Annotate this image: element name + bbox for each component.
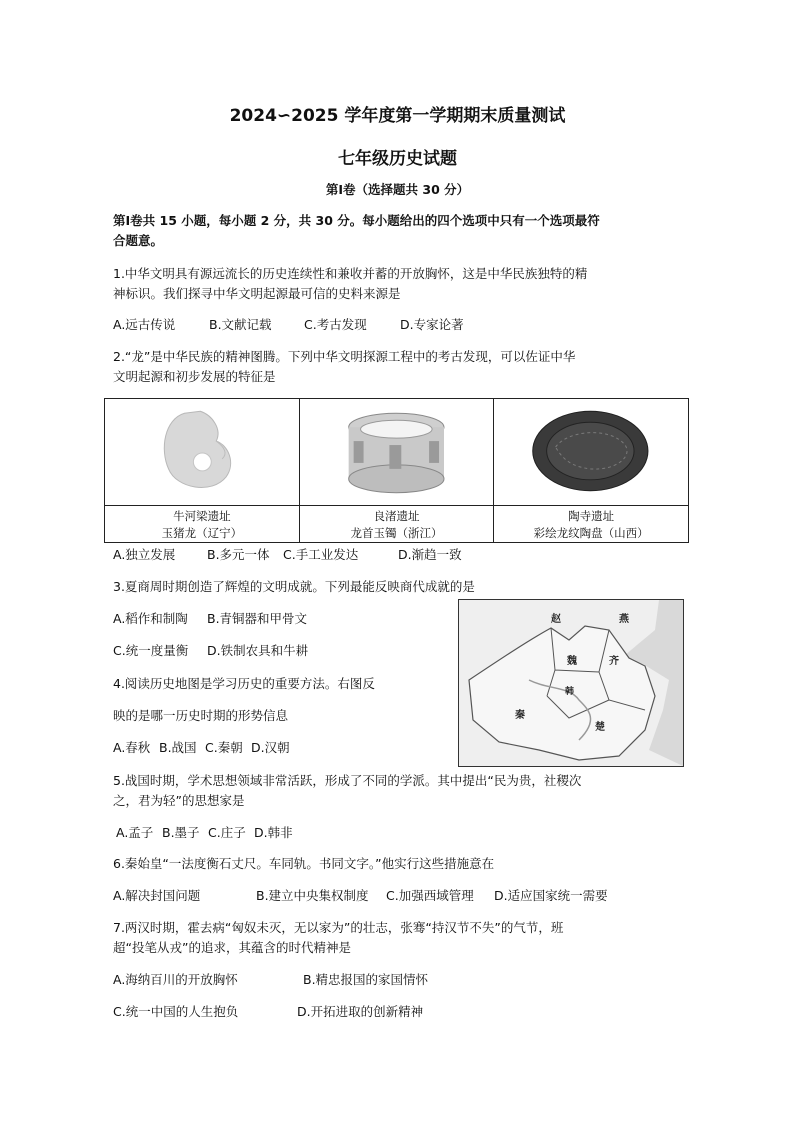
section-title: 第Ⅰ卷（选择题共 30 分） — [325, 182, 470, 197]
q6-option-d[interactable]: D.适应国家统一需要 — [494, 888, 608, 903]
instructions-line-2: 合题意。 — [113, 233, 164, 248]
q6-option-c[interactable]: C.加强西域管理 — [386, 888, 474, 903]
q4-stem-line-2: 映的是哪一历史时期的形势信息 — [113, 708, 289, 723]
artifact-cell-jade-pig-dragon — [105, 399, 300, 543]
q4-options — [113, 737, 443, 758]
q7-option-d[interactable]: D.开拓进取的创新精神 — [297, 1004, 424, 1019]
q2-option-b[interactable]: B.多元一体 — [207, 547, 270, 562]
instructions-line-1: 第Ⅰ卷共 15 小题，每小题 2 分，共 30 分。每小题给出的四个选项中只有一个选项最符 — [113, 213, 600, 228]
q6-option-a[interactable]: A.解决封国问题 — [113, 888, 201, 903]
q2-stem-line-2: 文明起源和初步发展的特征是 — [113, 369, 276, 384]
map-label-qi: 齐 — [609, 656, 619, 667]
q2-stem-line-1: 2.“龙”是中华民族的精神图腾。下列中华文明探源工程中的考古发现，可以佐证中华 — [113, 349, 576, 364]
q6-options — [113, 885, 693, 906]
subject-title: 七年级历史试题 — [338, 149, 457, 169]
map-label-zhao: 赵 — [551, 614, 561, 625]
q3-option-a[interactable]: A.稻作和制陶 — [113, 611, 188, 626]
artifact-table — [104, 398, 689, 543]
q3-option-b[interactable]: B.青铜器和甲骨文 — [207, 611, 308, 626]
q1-stem-line-2: 神标识。我们探寻中华文明起源最可信的史料来源是 — [113, 286, 401, 301]
q1-stem-line-1: 1.中华文明具有源远流长的历史连续性和兼收并蓄的开放胸怀，这是中华民族独特的精 — [113, 266, 588, 281]
q3-options-row-2 — [113, 640, 443, 661]
q5-option-b[interactable]: B.墨子 — [162, 825, 200, 840]
map-label-chu: 楚 — [595, 722, 605, 733]
q4-option-c[interactable]: C.秦朝 — [205, 740, 243, 755]
q5-option-c[interactable]: C.庄子 — [208, 825, 246, 840]
q3-stem: 3.夏商周时期创造了辉煌的文明成就。下列最能反映商代成就的是 — [113, 579, 475, 594]
q4-stem-line-1: 4.阅读历史地图是学习历史的重要方法。右图反 — [113, 676, 375, 691]
q5-option-d[interactable]: D.韩非 — [254, 825, 293, 840]
q7-options-row-1 — [113, 969, 693, 990]
artifact-1-item: 玉猪龙（辽宁） — [161, 526, 243, 540]
map-label-wei: 魏 — [567, 656, 577, 667]
q1-option-b[interactable]: B.文献记载 — [209, 317, 272, 332]
warring-states-map — [458, 599, 684, 767]
q7-stem-line-1: 7.两汉时期，霍去病“匈奴未灭，无以家为”的壮志，张骞“持汉节不失”的气节，班 — [113, 920, 564, 935]
artifact-2-site: 良渚遗址 — [373, 509, 420, 523]
q7-option-c[interactable]: C.统一中国的人生抱负 — [113, 1004, 239, 1019]
q5-options — [116, 822, 696, 843]
map-label-yan: 燕 — [619, 614, 629, 625]
q6-stem: 6.秦始皇“一法度衡石丈尺。车同轨。书同文字。”他实行这些措施意在 — [113, 856, 495, 871]
q1-option-c[interactable]: C.考古发现 — [304, 317, 367, 332]
jade-pig-dragon-image — [105, 399, 299, 506]
painted-plate-image — [494, 399, 688, 506]
q3-option-d[interactable]: D.铁制农具和牛耕 — [207, 643, 309, 658]
q3-options-row-1 — [113, 608, 443, 629]
artifact-cell-painted-plate — [494, 399, 689, 543]
map-label-han: 韩 — [565, 687, 575, 697]
q6-option-b[interactable]: B.建立中央集权制度 — [256, 888, 369, 903]
q1-options — [113, 314, 693, 335]
q5-option-a[interactable]: A.孟子 — [116, 825, 154, 840]
q2-option-d[interactable]: D.渐趋一致 — [398, 547, 462, 562]
q4-option-a[interactable]: A.春秋 — [113, 740, 151, 755]
q5-stem-line-1: 5.战国时期，学术思想领域非常活跃，形成了不同的学派。其中提出“民为贵，社稷次 — [113, 773, 582, 788]
exam-title: 2024∽2025 学年度第一学期期末质量测试 — [229, 106, 566, 126]
q1-option-d[interactable]: D.专家论著 — [400, 317, 464, 332]
q1-option-a[interactable]: A.远古传说 — [113, 317, 176, 332]
artifact-2-item: 龙首玉镯（浙江） — [350, 526, 443, 540]
artifact-cell-jade-bracelet — [299, 399, 494, 543]
q4-option-d[interactable]: D.汉朝 — [251, 740, 290, 755]
artifact-1-site: 牛河梁遗址 — [173, 509, 231, 523]
map-label-qin: 秦 — [515, 710, 525, 721]
artifact-3-site: 陶寺遗址 — [568, 509, 615, 523]
q2-option-c[interactable]: C.手工业发达 — [283, 547, 359, 562]
q2-option-a[interactable]: A.独立发展 — [113, 547, 176, 562]
q7-option-b[interactable]: B.精忠报国的家国情怀 — [303, 972, 429, 987]
q7-options-row-2 — [113, 1001, 693, 1022]
jade-bracelet-image — [300, 399, 494, 506]
q3-option-c[interactable]: C.统一度量衡 — [113, 643, 189, 658]
q7-option-a[interactable]: A.海纳百川的开放胸怀 — [113, 972, 238, 987]
q4-option-b[interactable]: B.战国 — [159, 740, 197, 755]
artifact-3-item: 彩绘龙纹陶盘（山西） — [533, 526, 649, 540]
q5-stem-line-2: 之，君为轻”的思想家是 — [113, 793, 245, 808]
q7-stem-line-2: 超“投笔从戎”的追求，其蕴含的时代精神是 — [113, 940, 351, 955]
q2-options — [113, 544, 693, 565]
